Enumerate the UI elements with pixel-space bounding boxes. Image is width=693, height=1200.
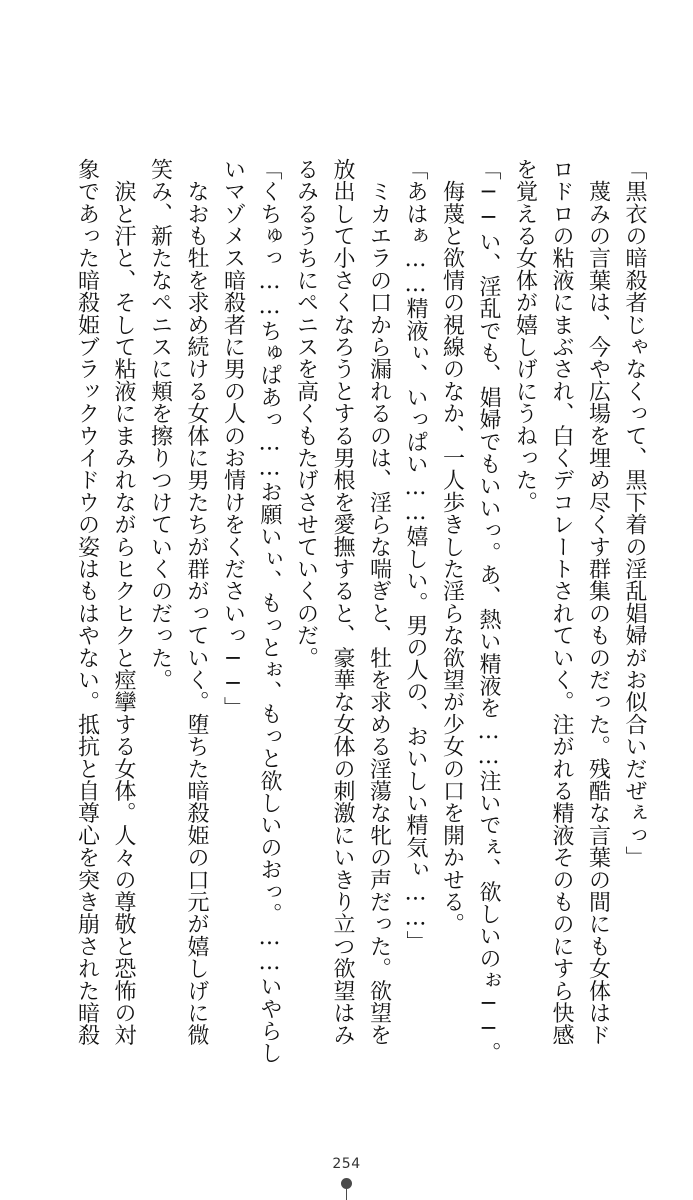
text-line: 象であった暗殺姫ブラックウイドウの姿はもはやない。抵抗と自尊心を突き崩された暗殺 (74, 158, 100, 1046)
text-line: ミカエラの口から漏れるのは、淫らな喘ぎと、牡を求める淫蕩な牝の声だった。欲望を (366, 158, 392, 1046)
page-marker-dot-icon (341, 1178, 352, 1189)
text-line: なおも牡を求め続ける女体に男たちが群がっていく。堕ちた暗殺姫の口元が嬉しげに微 (184, 158, 209, 1046)
text-line: 「あはぁ……精液ぃ、いっぱい……嬉しい。男の人の、おいしい精気ぃ……」 (403, 158, 428, 953)
vertical-text-block (29, 158, 649, 1064)
text-line: 「──い、淫乱でも、娼婦でもいいっ。あ、熱い精液を……注いでぇ、欲しいのぉ──。 (476, 158, 501, 1064)
text-line: ロドロの粘液にまぶされ、白くデコレートされていく。注がれる精液そのものにすら快感 (549, 158, 574, 1046)
text-line: いマゾメス暗殺者に男の人のお情けをくださいっ──」 (220, 158, 246, 719)
text-line: るみるうちにペニスを高くもたげさせていくのだ。 (293, 158, 319, 669)
text-line: を覚える女体が嬉しげにうねった。 (512, 158, 538, 514)
text-line: 放出して小さくなろうとする男根を愛撫すると、豪華な女体の刺激にいきり立つ欲望はみ (330, 158, 355, 1046)
text-line: 「黒衣の暗殺者じゃなくって、黒下着の淫乱娼婦がお似合いだぜぇっ」 (622, 158, 647, 869)
text-line: 涙と汗と、そして粘液にまみれながらヒクヒクと痙攣する女体。人々の尊敬と恐怖の対 (111, 158, 136, 1046)
text-line: 「くちゅっ……ちゅぱあっ……お願いぃ、もっとぉ、もっと欲しいのおっ。……いやらし (257, 158, 282, 1064)
text-line: 蔑みの言葉は、今や広場を埋め尽くす群集のものだった。残酷な言葉の間にも女体はド (585, 158, 611, 1046)
page-number: 254 (332, 1156, 361, 1172)
page-marker-stem (346, 1189, 347, 1200)
text-line: 笑み、新たなペニスに頬を擦りつけていくのだった。 (147, 158, 173, 691)
text-line: 侮蔑と欲情の視線のなか、一人歩きした淫らな欲望が少女の口を開かせる。 (439, 158, 465, 935)
